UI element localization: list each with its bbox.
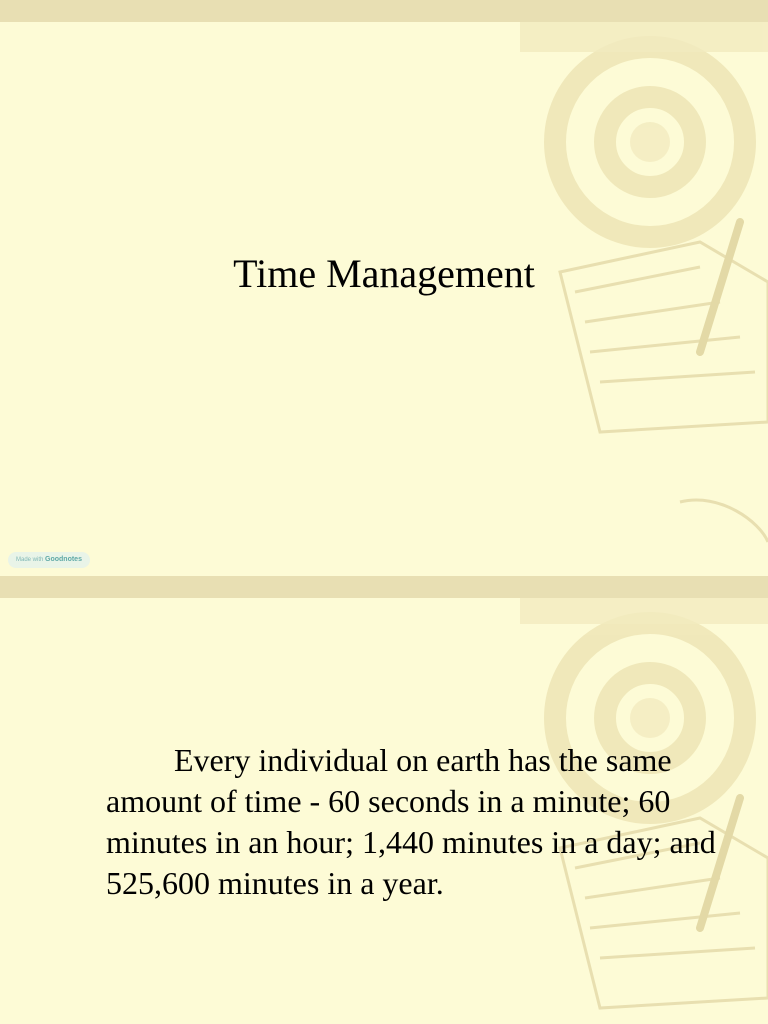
goodnotes-badge (8, 552, 90, 568)
slide-body (0, 598, 768, 1024)
gear-notepad-decoration (0, 22, 768, 576)
slide-body-text: Every individual on earth has the same amount of time - 60 seconds in a minute; 60 minutes in an hour; 1,440 minutes in a day; and 525,600 minutes in a year. (106, 742, 716, 901)
badge-brand: Goodnotes (45, 556, 82, 563)
badge-prefix: Made with (16, 557, 44, 563)
slide-title (0, 22, 768, 576)
slide-title-text: Time Management (233, 251, 535, 296)
